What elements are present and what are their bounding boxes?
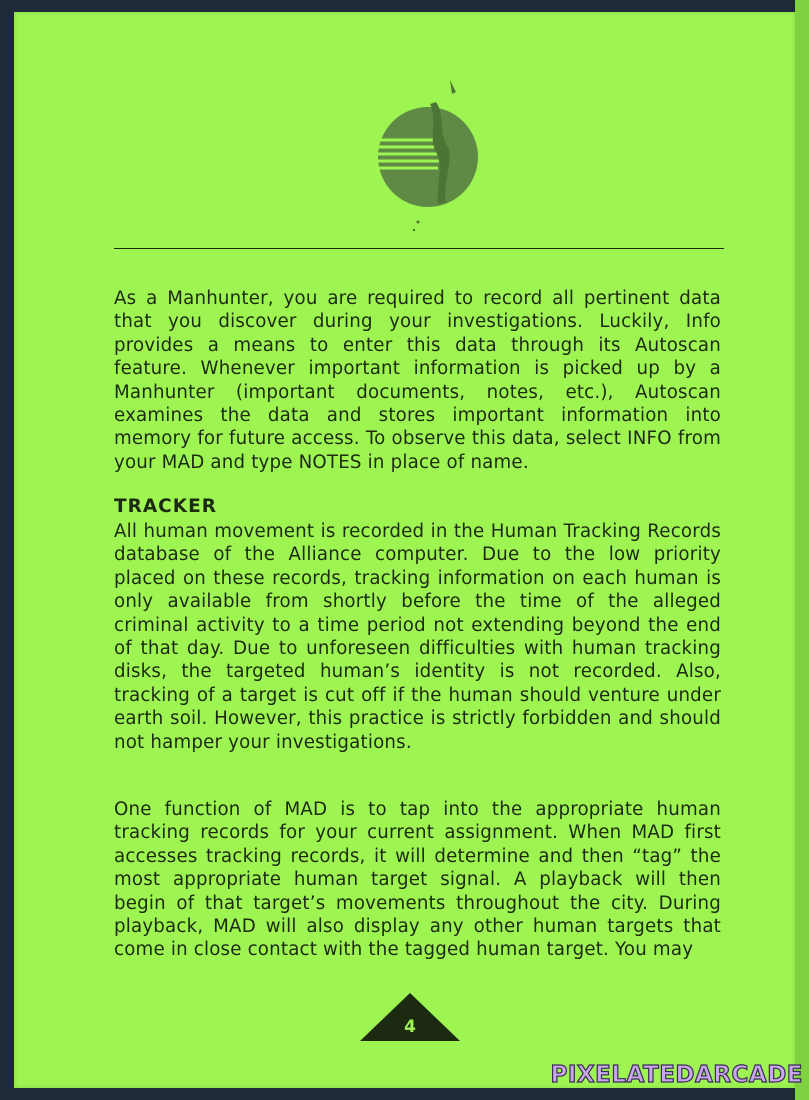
page-number: 4 [404, 1017, 416, 1037]
header-divider [114, 248, 724, 249]
function-paragraph: One function of MAD is to tap into the appropriate human tracking records for your current assignment. When MAD first accesses tracking records, it will determine and then “tag” the most appropriate human target signal. A playback will then begin of that target’s movements throughout the city. During playback, MAD will also display any other human targets that come in close contact with the tagged human target. You may [114, 799, 721, 961]
site-watermark: PIXELATEDARCADE [550, 1062, 803, 1088]
manhunter-emblem-icon [366, 72, 486, 242]
section-heading: TRACKER [114, 496, 217, 517]
page-edge [795, 0, 809, 1100]
manual-page [14, 12, 795, 1088]
tracker-paragraph: All human movement is recorded in the Human Tracking Records database of the Alliance computer. Due to the low priority placed on these records, tracking information on each human is only available from shortly before the time of the alleged criminal activity to a time period not extending beyond the end of that day. Due to unforeseen difficulties with human tracking disks, the targeted human’s identity is not recorded. Also, tracking of a target is cut off if the human should venture under earth soil. However, this practice is strictly forbidden and should not hamper your investigations. [114, 521, 721, 753]
intro-paragraph: As a Manhunter, you are required to record all pertinent data that you discover during your investigations. Luckily, Info provides a means to enter this data through its Autoscan feature. Whenever important information is picked up by a Manhunter (important documents, notes, etc.), Autoscan examines the data and stores important information into memory for future access. To observe this data, select INFO from your MAD and type NOTES in place of name. [114, 288, 721, 473]
